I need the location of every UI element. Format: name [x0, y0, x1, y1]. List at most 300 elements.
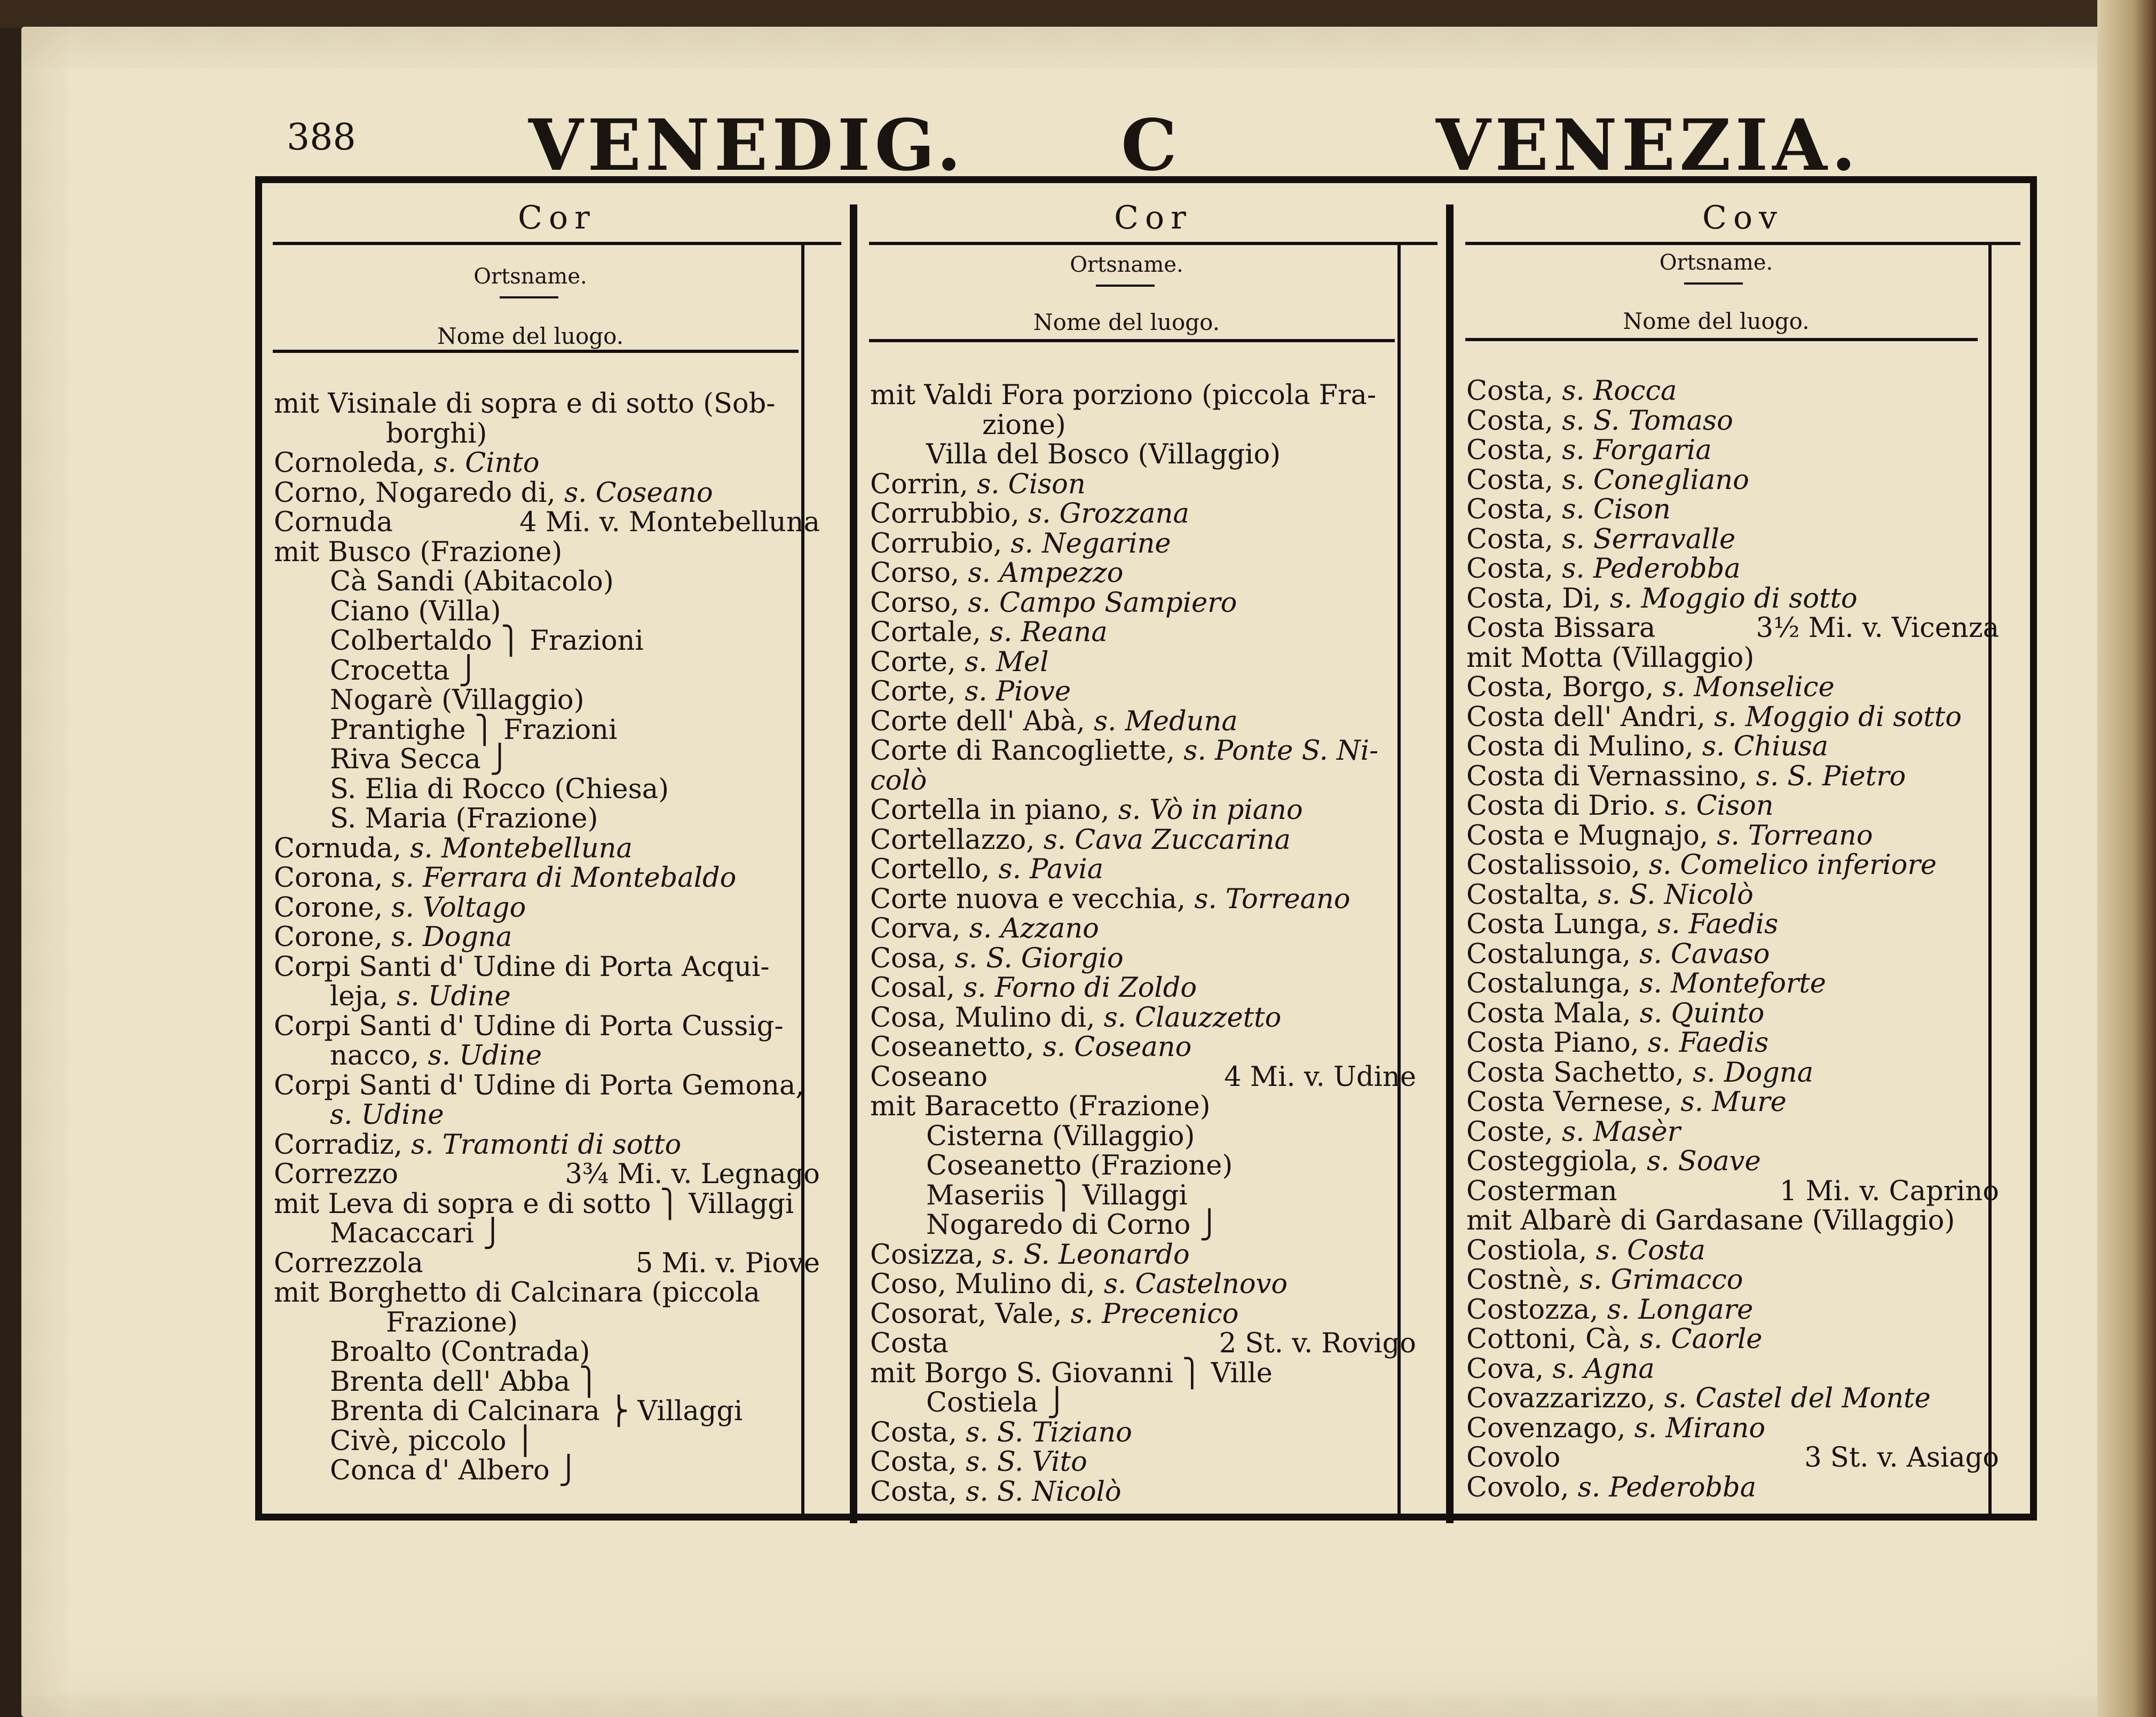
entry-name: Cortellazzo,	[870, 824, 1044, 856]
entry-reference: s. Forgaria	[1562, 435, 1712, 466]
entry-line	[1466, 436, 1999, 466]
entry-reference: s. Reana	[989, 617, 1108, 648]
entry-reference: s. Quinto	[1639, 997, 1765, 1029]
entry-line	[870, 1329, 1416, 1359]
entry-reference: s. Soave	[1647, 1146, 1761, 1177]
entry-reference: s. Udine	[330, 1099, 444, 1131]
entry-line	[274, 1337, 820, 1367]
entry-name: Cortale,	[870, 617, 990, 648]
entry-line	[274, 656, 820, 686]
entry-name: Costa Piano,	[1466, 1027, 1648, 1059]
entry-line	[274, 538, 820, 568]
entry-reference: s. Negarine	[1010, 527, 1171, 560]
entry-reference: s. Cison	[1665, 790, 1774, 822]
entry-name: mit Albarè di Gardasane (Villaggio)	[1466, 1205, 1955, 1236]
entry-name: Coseano	[870, 1061, 988, 1093]
entry-reference: s. Mure	[1680, 1086, 1787, 1118]
column-heading: Cor	[1114, 199, 1192, 237]
entry-line	[274, 1219, 820, 1249]
entry-reference: s. Udine	[428, 1040, 542, 1072]
entry-reference: s. Azzano	[969, 913, 1099, 944]
entry-name: mit Baracetto (Frazione)	[870, 1091, 1211, 1122]
entry-name: Prantighe ⎫ Frazioni	[330, 714, 618, 746]
entry-line	[274, 952, 820, 982]
entry-line	[274, 508, 820, 538]
entry-name: Villa del Bosco (Villaggio)	[926, 439, 1281, 470]
entry-reference: s. Pederobba	[1577, 1471, 1757, 1503]
entry-line	[870, 1477, 1416, 1507]
entry-line	[1466, 999, 1999, 1029]
entry-line	[274, 804, 820, 834]
entry-name: Costa,	[870, 1416, 966, 1448]
entry-line	[870, 855, 1416, 885]
entry-name: Costa dell' Andri,	[1466, 701, 1715, 733]
entry-name: Corte,	[870, 676, 965, 707]
entry-line	[274, 1367, 820, 1397]
column-subheading-it: Nome del luogo.	[1623, 308, 1810, 334]
entry-name: Costa, Borgo,	[1466, 672, 1663, 703]
entry-line	[1466, 1414, 1999, 1444]
column-subheading-it: Nome del luogo.	[1033, 309, 1220, 335]
entry-line	[870, 796, 1416, 825]
entry-name: Cortella in piano,	[870, 794, 1118, 826]
entry-name: Corona,	[274, 862, 392, 894]
entry-line	[274, 686, 820, 715]
column-heading: Cov	[1702, 199, 1783, 237]
entry-name: Corpi Santi d' Udine di Porta Acqui-	[274, 951, 770, 983]
register-table	[255, 176, 2037, 1521]
entry-name: Cornoleda,	[274, 447, 434, 479]
entry-line	[274, 1012, 820, 1042]
entry-name: Costalta,	[1466, 879, 1598, 911]
entry-reference: s. Dogna	[391, 921, 512, 953]
entry-line	[274, 1160, 820, 1190]
entry-reference: s. S. Nicolò	[966, 1476, 1122, 1508]
entry-name: mit Borgo S. Giovanni ⎫ Ville	[870, 1357, 1273, 1389]
entry-reference: s. Comelico inferiore	[1648, 849, 1937, 881]
entry-reference: s. S. Leonardo	[992, 1239, 1190, 1271]
entry-line	[1466, 1147, 1999, 1177]
entry-reference: s. Mel	[965, 646, 1049, 678]
entry-line	[870, 648, 1416, 678]
entry-reference: s. Cavaso	[1639, 938, 1770, 970]
entry-line	[1466, 732, 1999, 762]
entry-reference: s. Monselice	[1662, 672, 1835, 703]
entry-line	[274, 745, 820, 775]
entry-name: mit Borghetto di Calcinara (piccola	[274, 1277, 760, 1309]
entry-reference: s. Moggio di sotto	[1609, 582, 1858, 615]
entry-name: Conca d' Albero ⎭	[330, 1455, 579, 1486]
header-left-title: VENEDIG.	[528, 104, 966, 187]
entry-line	[1466, 376, 1999, 406]
subheading-rule	[500, 296, 558, 298]
entry-line	[1466, 703, 1999, 733]
entry-reference: s. Rocca	[1562, 375, 1677, 407]
entry-name: Costa Vernese,	[1466, 1086, 1681, 1118]
entry-reference: s. Faedis	[1657, 909, 1779, 940]
entry-name: Costalunga,	[1466, 968, 1640, 999]
entry-reference: s. Agna	[1552, 1353, 1655, 1385]
entry-name: Frazione)	[386, 1306, 518, 1338]
entry-line	[1466, 1117, 1999, 1147]
entry-line	[1466, 1177, 1999, 1207]
entry-name: Maseriis ⎫ Villaggi	[926, 1179, 1188, 1211]
entry-name: Costa,	[870, 1446, 966, 1478]
entry-line	[1466, 940, 1999, 970]
entry-line	[1466, 1325, 1999, 1354]
entry-name: nacco,	[330, 1040, 428, 1072]
entry-name: Costalissoio,	[1466, 849, 1649, 881]
entry-reference: s. Ferrara di Montebaldo	[391, 862, 737, 894]
entry-name: Coseanetto (Frazione)	[926, 1150, 1233, 1182]
header-rule	[273, 242, 841, 245]
entry-name: Costa Lunga,	[1466, 909, 1658, 940]
entry-line	[274, 419, 820, 449]
entry-name: Cà Sandi (Abitacolo)	[330, 566, 614, 597]
entry-name: Covenzago,	[1466, 1412, 1634, 1444]
entry-name: Cisterna (Villaggio)	[926, 1120, 1195, 1152]
entry-reference: s. Torreano	[1717, 820, 1873, 852]
entry-distance: 3¾ Mi. v. Legnago	[565, 1159, 820, 1190]
entry-line	[274, 1071, 820, 1101]
entry-name: Costa,	[1466, 435, 1562, 466]
entry-line	[274, 775, 820, 805]
entry-reference: s. Castelnovo	[1103, 1269, 1288, 1300]
entry-line	[870, 618, 1416, 648]
entry-line	[1466, 525, 1999, 555]
entry-name: Costa,	[870, 1476, 966, 1508]
entry-line	[274, 1397, 820, 1427]
entry-line	[274, 1130, 820, 1160]
entry-line	[1466, 643, 1999, 673]
entry-name: mit Motta (Villaggio)	[1466, 642, 1755, 674]
entry-reference: s. Pavia	[998, 854, 1104, 885]
entry-reference: s. Campo Sampiero	[968, 587, 1237, 619]
entry-name: Corso,	[870, 587, 968, 619]
entry-reference: s. Moggio di sotto	[1714, 701, 1962, 733]
entry-line	[1466, 1058, 1999, 1088]
entry-line	[870, 1299, 1416, 1329]
entry-line	[1466, 1206, 1999, 1236]
entry-name: zione)	[982, 409, 1066, 441]
entry-name: Covazzarizzo,	[1466, 1383, 1664, 1414]
entry-name: Coso, Mulino di,	[870, 1269, 1104, 1300]
entry-reference: s. Serravalle	[1562, 523, 1736, 555]
entry-distance: 3 St. v. Asiago	[1804, 1442, 1999, 1474]
entry-line	[870, 1181, 1416, 1211]
entry-line	[870, 1240, 1416, 1270]
entry-line	[870, 736, 1416, 766]
entry-line	[274, 567, 820, 597]
entry-reference: s. Longare	[1607, 1294, 1754, 1326]
entry-reference: s. S. Pietro	[1756, 760, 1906, 792]
entry-name: Corte,	[870, 646, 965, 678]
entry-line	[274, 863, 820, 893]
entry-reference: s. Clauzzetto	[1103, 1002, 1282, 1034]
book-spine	[2097, 0, 2156, 1717]
subheading-underline	[273, 350, 799, 353]
entry-reference: s. Ponte S. Ni-	[1183, 735, 1379, 767]
entry-line	[1466, 910, 1999, 940]
entry-line	[274, 1249, 820, 1279]
entry-line	[870, 707, 1416, 737]
entry-name: Costnè,	[1466, 1264, 1580, 1296]
entry-line	[870, 1062, 1416, 1092]
entry-reference: s. Grimacco	[1579, 1264, 1743, 1296]
entry-name: Costa, Di,	[1466, 582, 1610, 615]
entry-name: Macaccari ⎭	[330, 1218, 503, 1249]
entry-line	[1466, 1265, 1999, 1295]
entry-line	[1466, 466, 1999, 495]
entry-reference: s. Piove	[965, 676, 1071, 707]
entry-reference: s. Udine	[397, 981, 511, 1012]
entry-name: Costalunga,	[1466, 938, 1640, 970]
subheading-underline	[869, 339, 1395, 342]
header-letter: C	[1121, 104, 1182, 187]
entry-line	[870, 1033, 1416, 1062]
entry-line	[274, 1100, 820, 1130]
entry-line	[1466, 1354, 1999, 1384]
column-subheading-de: Ortsname.	[1070, 253, 1183, 277]
entry-name: Cornuda,	[274, 832, 410, 864]
entry-reference: s. Pederobba	[1562, 553, 1741, 585]
entry-line	[274, 982, 820, 1012]
entry-name: Costa Bissara	[1466, 612, 1656, 644]
entry-name: Costa,	[1466, 375, 1562, 407]
header-right-title: VENEZIA.	[1436, 104, 1860, 187]
entry-reference: s. Caorle	[1639, 1324, 1763, 1355]
entry-line	[870, 440, 1416, 470]
entry-name: Costa,	[1466, 405, 1562, 437]
entry-name: Riva Secca ⎭	[330, 744, 510, 775]
entry-name: mit Valdi Fora porziono (piccola Fra-	[870, 380, 1377, 411]
entry-reference: s. Chiusa	[1702, 731, 1829, 762]
entry-reference: s. Cinto	[433, 447, 540, 479]
entry-name: Crocetta ⎭	[330, 655, 479, 687]
entry-line	[870, 914, 1416, 944]
entry-name: Colbertaldo ⎫ Frazioni	[330, 625, 644, 657]
entry-name: mit Busco (Frazione)	[274, 536, 563, 568]
entry-name: Costa Mala,	[1466, 997, 1640, 1029]
entry-reference: s. Monteforte	[1639, 968, 1826, 999]
column-2	[858, 183, 1448, 1514]
entry-reference: s. Tramonti di sotto	[411, 1129, 682, 1161]
entry-name: Costa Sachetto,	[1466, 1057, 1693, 1089]
entry-line	[274, 1427, 820, 1456]
entry-line	[870, 1210, 1416, 1240]
entry-name: Covolo,	[1466, 1471, 1578, 1503]
entry-line	[870, 1151, 1416, 1181]
header-rule	[869, 242, 1438, 245]
entry-reference: s. Cison	[977, 468, 1086, 500]
entry-line	[870, 944, 1416, 974]
entry-line	[1466, 969, 1999, 999]
entry-line	[870, 1447, 1416, 1477]
entry-line	[1466, 406, 1999, 436]
header-rule	[1465, 242, 2020, 245]
entry-line	[870, 677, 1416, 707]
entry-line	[1466, 1384, 1999, 1414]
entry-line	[1466, 554, 1999, 584]
entry-name: Corone,	[274, 892, 392, 924]
entry-line	[870, 588, 1416, 618]
entry-line	[274, 834, 820, 864]
entry-name: Cosa,	[870, 942, 955, 974]
entry-name: Costa di Vernassino,	[1466, 760, 1756, 792]
page-number: 388	[287, 116, 356, 159]
entry-reference: s. Voltago	[391, 892, 526, 924]
entry-name: Covolo	[1466, 1442, 1561, 1474]
entry-line	[1466, 791, 1999, 821]
entry-reference: s. Cison	[1562, 494, 1671, 525]
entry-name: Cosa, Mulino di,	[870, 1002, 1104, 1034]
entry-name: leja,	[330, 981, 397, 1012]
entry-distance: 2 St. v. Rovigo	[1219, 1328, 1416, 1359]
entry-name: borghi)	[386, 418, 487, 450]
entry-reference: s. Coseano	[1043, 1031, 1192, 1063]
entry-reference: s. Torreano	[1194, 883, 1351, 915]
entry-name: Ciano (Villa)	[330, 595, 501, 627]
entry-name: Corpi Santi d' Udine di Porta Cussig-	[274, 1010, 784, 1042]
entry-name: Costozza,	[1466, 1294, 1607, 1326]
entry-reference: s. Castel del Monte	[1664, 1383, 1931, 1414]
entry-line	[870, 766, 1416, 796]
entry-line	[870, 825, 1416, 855]
entry-name: Brenta dell' Abba ⎫	[330, 1366, 599, 1398]
subheading-underline	[1465, 338, 1978, 341]
entry-name: Corrubbio,	[870, 498, 1029, 530]
entry-name: mit Leva di sopra e di sotto ⎫ Villaggi	[274, 1188, 794, 1220]
entry-name: Cortello,	[870, 854, 999, 885]
entry-line	[1466, 1443, 1999, 1473]
entry-line	[1466, 495, 1999, 525]
column-subheading-de: Ortsname.	[1659, 250, 1773, 275]
entry-reference: s. S. Tomaso	[1562, 405, 1733, 437]
column-heading: Cor	[518, 199, 596, 237]
entry-name: Corone,	[274, 921, 392, 953]
entry-line	[274, 1190, 820, 1219]
entry-name: Broalto (Contrada)	[330, 1336, 590, 1368]
entry-name: Corno, Nogaredo di,	[274, 477, 564, 509]
entry-line	[274, 1456, 820, 1486]
entry-line	[274, 1308, 820, 1338]
entry-reference: s. Conegliano	[1562, 464, 1749, 496]
entry-reference: s. Precenico	[1070, 1298, 1239, 1330]
entry-line	[870, 1270, 1416, 1299]
entry-reference: s. S. Tiziano	[966, 1416, 1132, 1448]
column-1	[262, 183, 852, 1514]
entry-name: Corrin,	[870, 468, 977, 500]
entry-line	[870, 558, 1416, 588]
entry-line	[870, 499, 1416, 529]
entry-line	[274, 1278, 820, 1308]
entry-line	[870, 973, 1416, 1003]
entry-reference: s. Coseano	[564, 477, 713, 509]
entry-name: Costiela ⎭	[926, 1387, 1068, 1419]
entry-name: Cottoni, Cà,	[1466, 1324, 1640, 1355]
entry-line	[870, 1122, 1416, 1152]
entry-name: Costa di Drio.	[1466, 790, 1665, 822]
entry-distance: 1 Mi. v. Caprino	[1779, 1175, 1999, 1207]
entry-distance: 5 Mi. v. Piove	[635, 1247, 820, 1279]
entry-line	[274, 1041, 820, 1071]
subheading-rule	[1096, 285, 1155, 287]
entry-reference: colò	[870, 765, 927, 797]
entry-reference: s. Faedis	[1648, 1027, 1769, 1059]
entry-line	[1466, 1236, 1999, 1266]
entry-line	[870, 529, 1416, 559]
entry-name: Brenta di Calcinara ⎬ Villaggi	[330, 1396, 743, 1427]
entry-line	[1466, 584, 1999, 614]
entry-line	[1466, 673, 1999, 703]
entry-line	[1466, 1088, 1999, 1117]
entry-line	[870, 1418, 1416, 1448]
entry-line	[274, 923, 820, 952]
subheading-rule	[1684, 282, 1743, 285]
entry-reference: s. Grozzana	[1028, 498, 1189, 530]
entry-line	[870, 1003, 1416, 1033]
entry-line	[1466, 613, 1999, 643]
entry-name: Coste,	[1466, 1116, 1562, 1148]
entry-reference: s. S. Nicolò	[1598, 879, 1754, 911]
entry-name: Correzzola	[274, 1247, 423, 1279]
entry-name: Corpi Santi d' Udine di Porta Gemona,	[274, 1069, 804, 1101]
entry-name: Costa,	[1466, 553, 1562, 585]
entry-line	[1466, 1295, 1999, 1325]
entry-name: Corva,	[870, 913, 969, 944]
entry-line	[274, 626, 820, 656]
entry-name: Cova,	[1466, 1353, 1553, 1385]
entry-name: Costiola,	[1466, 1234, 1596, 1266]
entry-distance: 4 Mi. v. Udine	[1224, 1061, 1416, 1093]
entry-name: Costa,	[1466, 523, 1562, 555]
entry-name: Nogaredo di Corno ⎭	[926, 1209, 1220, 1241]
entry-line	[870, 1388, 1416, 1418]
entry-name: Corte dell' Abà,	[870, 705, 1094, 737]
entry-name: Correzzo	[274, 1159, 399, 1190]
entry-name: Corte nuova e vecchia,	[870, 883, 1195, 915]
entry-reference: s. Dogna	[1693, 1057, 1814, 1089]
entry-reference: s. Ampezzo	[968, 557, 1124, 589]
entry-name: Nogarè (Villaggio)	[330, 684, 585, 716]
entry-line	[870, 885, 1416, 915]
entry-line	[870, 411, 1416, 440]
entry-name: Cornuda	[274, 507, 393, 538]
entry-reference: s. Mirano	[1634, 1412, 1766, 1444]
entry-reference: s. Forno di Zoldo	[964, 972, 1197, 1004]
entry-name: Civè, piccolo ⎪	[330, 1425, 536, 1457]
entry-line	[1466, 850, 1999, 880]
entry-line	[1466, 1028, 1999, 1058]
entry-line	[1466, 762, 1999, 792]
entry-distance: 4 Mi. v. Montebelluna	[519, 507, 820, 538]
entry-name: Costa di Mulino,	[1466, 731, 1702, 762]
entry-reference: s. Cava Zuccarina	[1043, 824, 1291, 856]
entry-name: Costa e Mugnajo,	[1466, 820, 1717, 852]
entry-name: S. Elia di Rocco (Chiesa)	[330, 773, 669, 805]
entry-name: Corradiz,	[274, 1129, 412, 1161]
entry-reference: s. S. Giorgio	[954, 942, 1124, 974]
top-edge	[0, 0, 2156, 28]
entry-line	[870, 1092, 1416, 1122]
entry-name: Costa,	[1466, 494, 1562, 525]
column-subheading-it: Nome del luogo.	[437, 323, 624, 349]
column-subheading-de: Ortsname.	[473, 264, 587, 289]
column-3	[1455, 183, 2031, 1514]
entry-line	[274, 478, 820, 508]
entry-line	[274, 715, 820, 745]
entry-reference: s. S. Vito	[966, 1446, 1087, 1478]
